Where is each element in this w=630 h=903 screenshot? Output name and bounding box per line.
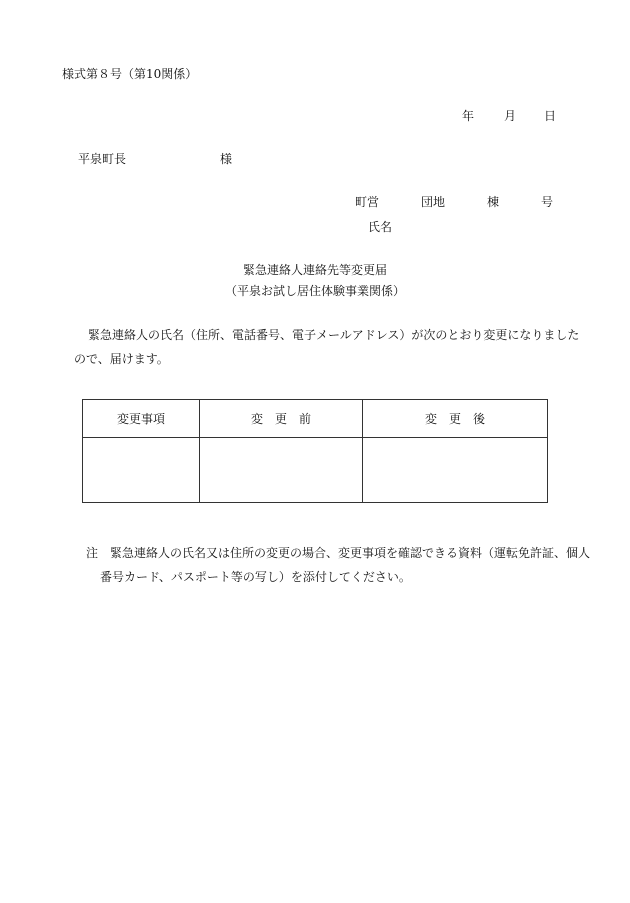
change-table: [82, 399, 548, 503]
header-after: 変 更 後: [363, 400, 548, 438]
date-day-label: 日: [544, 109, 557, 123]
document-title: 緊急連絡人連絡先等変更届: [242, 263, 387, 277]
date-month-label: 月: [504, 109, 517, 123]
date-year-label: 年: [462, 109, 475, 123]
cell-before[interactable]: [200, 438, 363, 503]
cell-after[interactable]: [363, 438, 548, 503]
town-label: 町営: [355, 195, 380, 209]
table-header-row: [83, 400, 548, 438]
building-label: 棟: [487, 195, 500, 209]
table-row: [83, 438, 548, 503]
note-text: 注 緊急連絡人の氏名又は住所の変更の場合、変更事項を確認できる資料（運転免許証、個人番号カード、パスポート等の写し）を添付してください。: [86, 546, 591, 584]
form-number: 様式第８号（第10関係）: [62, 67, 198, 81]
header-change-item: 変更事項: [83, 400, 200, 438]
document-subtitle: （平泉お試し居住体験事業関係）: [224, 284, 405, 298]
body-text: 緊急連絡人の氏名（住所、電話番号、電子メールアドレス）が次のとおり変更になりましたので、届けます。: [74, 328, 580, 366]
applicant-address-line: [355, 194, 553, 210]
addressee-line: [78, 151, 232, 167]
addressee-name: 平泉町長: [78, 152, 127, 166]
header-before: 変 更 前: [200, 400, 363, 438]
number-label: 号: [541, 195, 554, 209]
complex-label: 団地: [421, 195, 446, 209]
cell-change-item[interactable]: [83, 438, 200, 503]
applicant-name-label: 氏名: [368, 220, 393, 234]
date-line: [462, 108, 556, 124]
addressee-honorific: 様: [220, 152, 233, 166]
